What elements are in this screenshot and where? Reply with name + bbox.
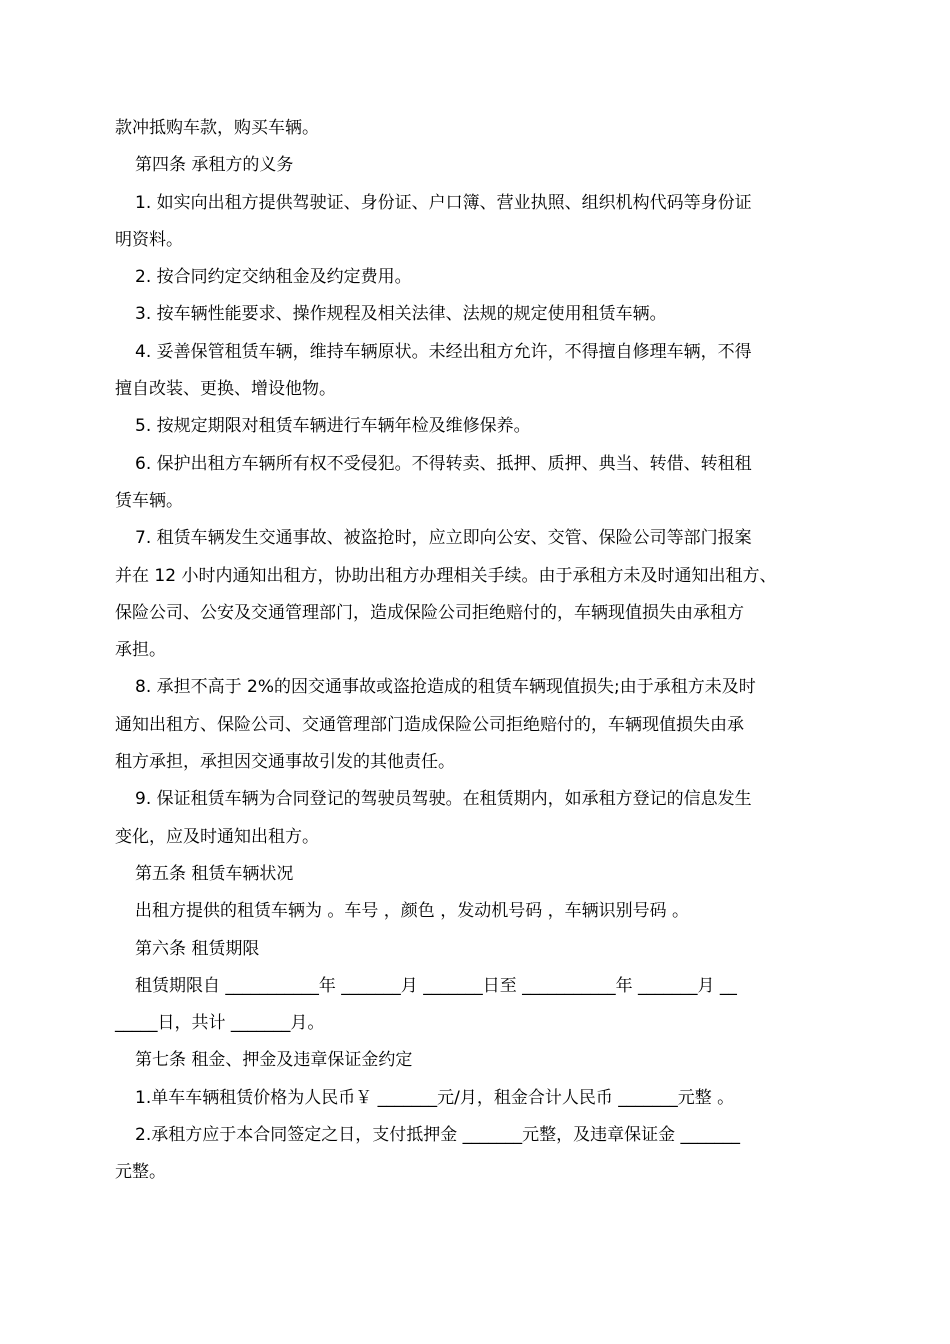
paragraph-line: 保险公司、公安及交通管理部门，造成保险公司拒绝赔付的，车辆现值损失由承租方 [115, 602, 744, 623]
paragraph-line: 第六条 租赁期限 [135, 938, 260, 959]
paragraph-line: 赁车辆。 [115, 490, 183, 511]
paragraph-line: 2.承租方应于本合同签定之日，支付抵押金 _______元整，及违章保证金 _______ [135, 1125, 741, 1146]
paragraph-line: 第四条 承租方的义务 [135, 155, 294, 176]
paragraph-line: 3. 按车辆性能要求、操作规程及相关法律、法规的规定使用租赁车辆。 [135, 304, 667, 325]
paragraph-line: 明资料。 [115, 229, 183, 250]
paragraph-line: 5. 按规定期限对租赁车辆进行车辆年检及维修保养。 [135, 416, 531, 437]
paragraph-line: 租方承担，承担因交通事故引发的其他责任。 [115, 752, 455, 773]
paragraph-line: 9. 保证租赁车辆为合同登记的驾驶员驾驶。在租赁期内，如承租方登记的信息发生 [135, 789, 752, 810]
paragraph-line: 7. 租赁车辆发生交通事故、被盗抢时，应立即向公安、交管、保险公司等部门报案 [135, 528, 752, 549]
paragraph-line: 第七条 租金、押金及违章保证金约定 [135, 1050, 413, 1071]
paragraph-line: 1.单车车辆租赁价格为人民币￥ _______元/月，租金合计人民币 _______元整 。 [135, 1087, 735, 1108]
paragraph-line: 元整。 [115, 1162, 166, 1183]
paragraph-line: 变化，应及时通知出租方。 [115, 826, 319, 847]
paragraph-line: 6. 保护出租方车辆所有权不受侵犯。不得转卖、抵押、质押、典当、转借、转租租 [135, 453, 752, 474]
paragraph-line: 租赁期限自 ___________年 _______月 _______日至 ___________年 _______月 __ [135, 975, 737, 996]
paragraph-line: 4. 妥善保管租赁车辆，维持车辆原状。未经出租方允许，不得擅自修理车辆，不得 [135, 341, 752, 362]
paragraph-line: _____日，共计 _______月。 [115, 1013, 325, 1034]
paragraph-line: 出租方提供的租赁车辆为 。车号 ，颜色 ，发动机号码 ，车辆识别号码 。 [135, 901, 690, 922]
paragraph-line: 8. 承担不高于 2%的因交通事故或盗抢造成的租赁车辆现值损失;由于承租方未及时 [135, 677, 756, 698]
paragraph-line: 第五条 租赁车辆状况 [135, 863, 294, 884]
paragraph-line: 2. 按合同约定交纳租金及约定费用。 [135, 267, 412, 288]
paragraph-line: 承担。 [115, 640, 166, 661]
paragraph-line: 擅自改装、更换、增设他物。 [115, 379, 336, 400]
paragraph-line: 并在 12 小时内通知出租方，协助出租方办理相关手续。由于承租方未及时通知出租方、 [115, 565, 777, 586]
paragraph-line: 款冲抵购车款，购买车辆。 [115, 118, 319, 138]
paragraph-line: 通知出租方、保险公司、交通管理部门造成保险公司拒绝赔付的，车辆现值损失由承 [115, 714, 744, 735]
document-body [115, 110, 840, 1192]
paragraph-line: 1. 如实向出租方提供驾驶证、身份证、户口簿、营业执照、组织机构代码等身份证 [135, 192, 752, 213]
